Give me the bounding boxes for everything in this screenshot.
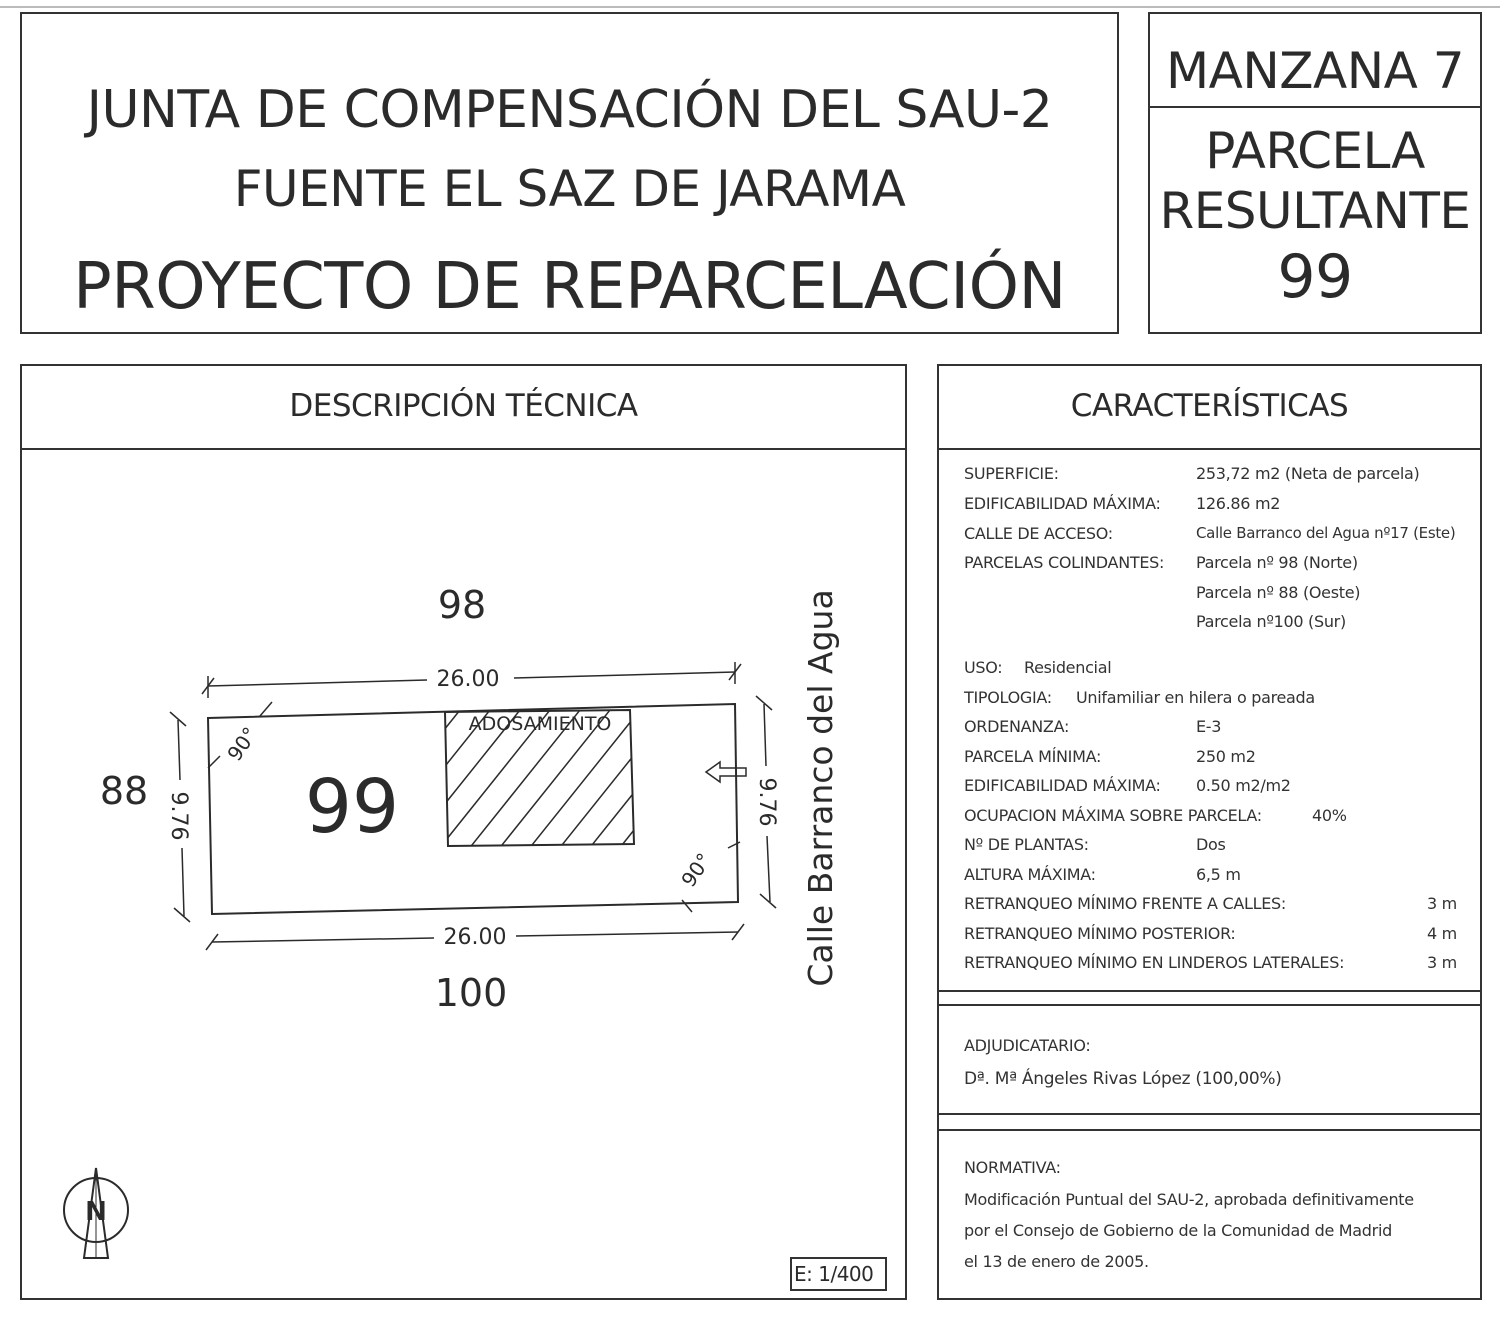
scale-box	[790, 1257, 887, 1291]
parcel-number-plan: 99	[304, 764, 400, 850]
colindante-oeste: Parcela nº 88 (Oeste)	[1196, 583, 1361, 602]
colindantes-label: PARCELAS COLINDANTES:	[964, 553, 1165, 572]
dimension-top-label: 26.00	[436, 667, 500, 692]
edificabilidad-label: EDIFICABILIDAD MÁXIMA:	[964, 494, 1161, 513]
calle-acceso-value: Calle Barranco del Agua nº17 (Este)	[1196, 524, 1456, 542]
retranqueo-frente-label: RETRANQUEO MÍNIMO FRENTE A CALLES:	[964, 894, 1286, 913]
angle-label-1: 90°	[222, 722, 263, 766]
parcel-number: 99	[1277, 242, 1353, 312]
caracteristicas-panel	[937, 364, 1482, 1300]
street-name: Calle Barranco del Agua	[801, 589, 840, 987]
parcela-minima-value: 250 m2	[1196, 747, 1256, 766]
divider	[939, 1113, 1480, 1115]
ocupacion-label: OCUPACION MÁXIMA SOBRE PARCELA:	[964, 806, 1262, 825]
altura-value: 6,5 m	[1196, 865, 1241, 884]
neighbor-south: 100	[434, 971, 508, 1015]
adosamiento-label: ADOSAMIENTO	[468, 713, 612, 735]
normativa-line-1: Modificación Puntual del SAU-2, aprobada definitivamente	[964, 1190, 1414, 1209]
caracteristicas-title: CARACTERÍSTICAS	[1070, 388, 1349, 424]
retranqueo-laterales-label: RETRANQUEO MÍNIMO EN LINDEROS LATERALES:	[964, 953, 1345, 972]
parcel-plan-drawing	[22, 450, 905, 1298]
divider	[939, 1129, 1480, 1131]
parcela-minima-label: PARCELA MÍNIMA:	[964, 747, 1102, 766]
divider	[939, 990, 1480, 992]
descripcion-tecnica-panel	[20, 364, 907, 1300]
plantas-value: Dos	[1196, 835, 1226, 854]
divider	[939, 1004, 1480, 1006]
plantas-label: Nº DE PLANTAS:	[964, 835, 1089, 854]
adjudicatario-value: Dª. Mª Ángeles Rivas López (100,00%)	[964, 1069, 1282, 1089]
edif-value: 0.50 m2/m2	[1196, 776, 1291, 795]
normativa-line-3: el 13 de enero de 2005.	[964, 1252, 1149, 1271]
adjudicatario-label: ADJUDICATARIO:	[964, 1036, 1091, 1055]
colindante-sur: Parcela nº100 (Sur)	[1196, 612, 1346, 631]
angle-label-2: 90°	[676, 848, 717, 892]
divider	[1150, 106, 1480, 108]
resultante-label: RESULTANTE	[1159, 182, 1471, 240]
top-rule	[0, 6, 1500, 8]
north-letter: N	[85, 1197, 107, 1227]
dimension-left-label: 9.76	[166, 791, 191, 841]
altura-label: ALTURA MÁXIMA:	[964, 865, 1096, 884]
parcela-label: PARCELA	[1205, 122, 1425, 180]
edif-label: EDIFICABILIDAD MÁXIMA:	[964, 776, 1161, 795]
divider	[939, 448, 1480, 450]
normativa-line-2: por el Consejo de Gobierno de la Comunidad de Madrid	[964, 1221, 1392, 1240]
colindante-norte: Parcela nº 98 (Norte)	[1196, 553, 1358, 572]
uso-label: USO:	[964, 658, 1003, 677]
superficie-value: 253,72 m2 (Neta de parcela)	[1196, 464, 1420, 483]
neighbor-west: 88	[99, 769, 149, 813]
ordenanza-label: ORDENANZA:	[964, 717, 1070, 736]
edificabilidad-value: 126.86 m2	[1196, 494, 1281, 513]
calle-acceso-label: CALLE DE ACCESO:	[964, 524, 1113, 543]
dimension-bottom-label: 26.00	[443, 925, 507, 950]
descripcion-title: DESCRIPCIÓN TÉCNICA	[289, 388, 638, 424]
header-line-1: JUNTA DE COMPENSACIÓN DEL SAU-2	[86, 80, 1053, 140]
ocupacion-value: 40%	[1312, 806, 1347, 825]
retranqueo-posterior-label: RETRANQUEO MÍNIMO POSTERIOR:	[964, 924, 1236, 943]
dimension-right-label: 9.76	[754, 777, 779, 827]
neighbor-north: 98	[437, 583, 487, 627]
parcel-id-box	[1148, 12, 1482, 334]
parcel-outline	[208, 704, 738, 914]
access-arrow-icon	[706, 762, 746, 782]
ordenanza-value: E-3	[1196, 717, 1222, 736]
tipologia-label: TIPOLOGIA:	[964, 688, 1052, 707]
header-box	[20, 12, 1119, 334]
header-project-title: PROYECTO DE REPARCELACIÓN	[73, 250, 1066, 324]
header-line-2: FUENTE EL SAZ DE JARAMA	[233, 160, 906, 218]
retranqueo-posterior-value: 4 m	[1427, 924, 1457, 943]
superficie-label: SUPERFICIE:	[964, 464, 1059, 483]
uso-value: Residencial	[1024, 658, 1112, 677]
scale-label: E: 1/400	[794, 1262, 874, 1286]
retranqueo-frente-value: 3 m	[1427, 894, 1457, 913]
retranqueo-laterales-value: 3 m	[1427, 953, 1457, 972]
tipologia-value: Unifamiliar en hilera o pareada	[1076, 688, 1315, 707]
manzana-label: MANZANA 7	[1165, 42, 1464, 100]
normativa-label: NORMATIVA:	[964, 1158, 1061, 1177]
